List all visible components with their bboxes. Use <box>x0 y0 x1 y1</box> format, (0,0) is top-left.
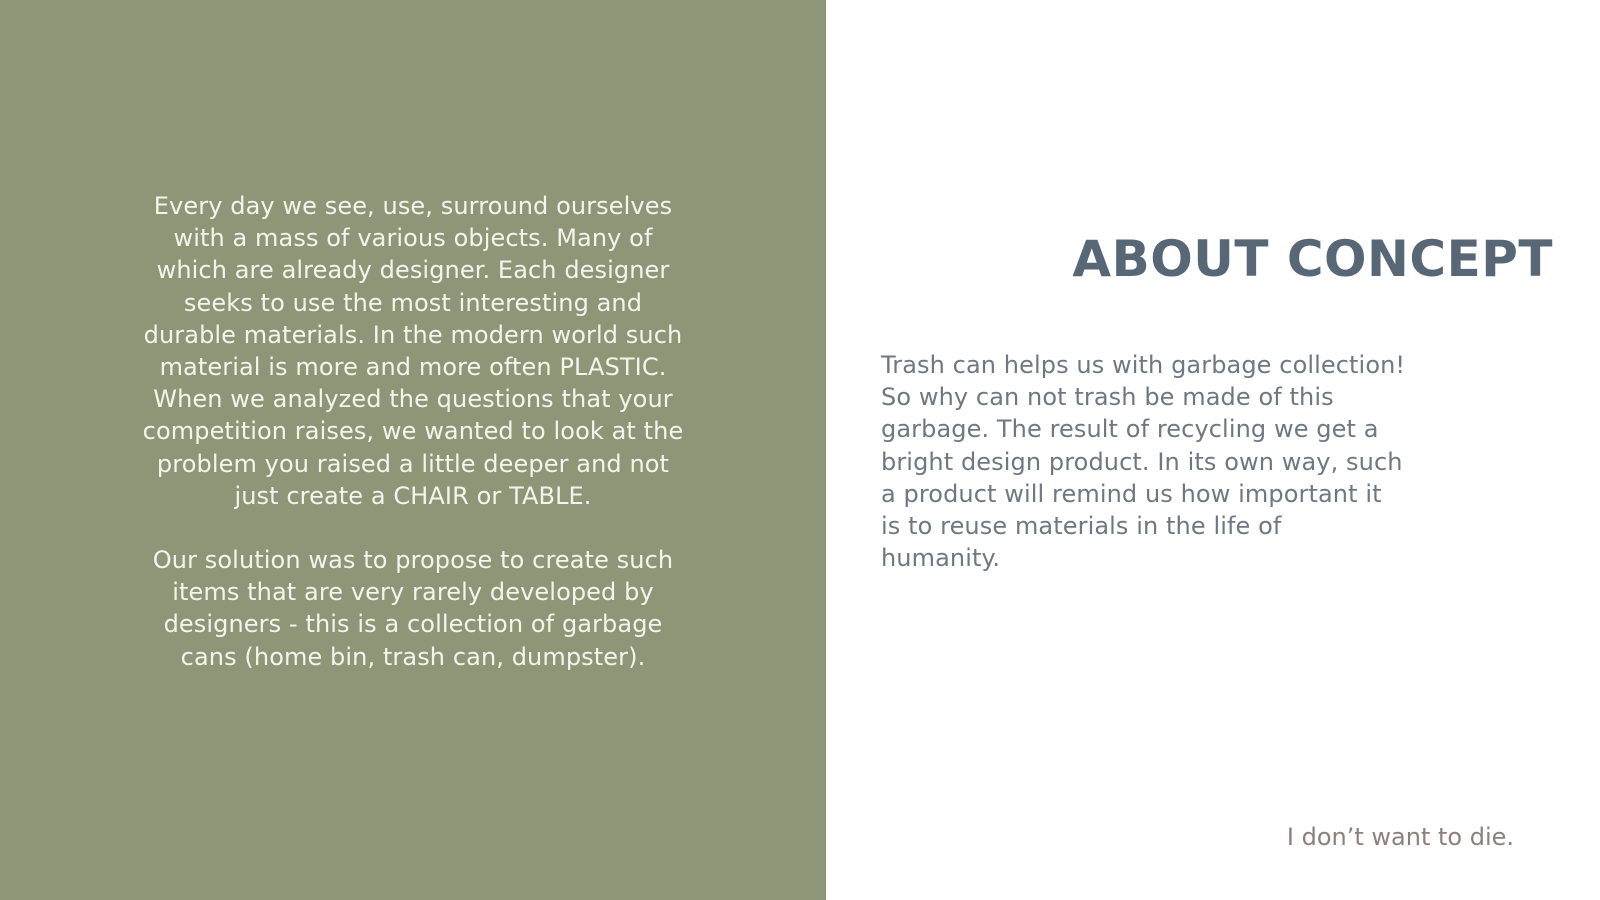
concept-description: Trash can helps us with garbage collection! So why can not trash be made of this garbage. The result of recycling we get a bright design product. In its own way, such a product will remind us how important it is to reuse materials in the life of humanity. <box>881 351 1406 573</box>
intro-paragraph: Every day we see, use, surround ourselves with a mass of various objects. Many of which are already designer. Each designer seeks to use the most interesting and durable materials. In the modern world such material is more and more often PLASTIC. When we analyzed the questions that your competition raises, we wanted to look at the problem you raised a little deeper and not just create a CHAIR or TABLE. <box>142 192 684 510</box>
page-title: ABOUT CONCEPT <box>1072 230 1553 288</box>
footer-note: I don’t want to die. <box>1286 823 1514 851</box>
solution-paragraph: Our solution was to propose to create such items that are very rarely developed by designers - this is a collection of garbage cans (home bin, trash can, dumpster). <box>152 546 674 671</box>
left-text-block <box>138 190 688 673</box>
